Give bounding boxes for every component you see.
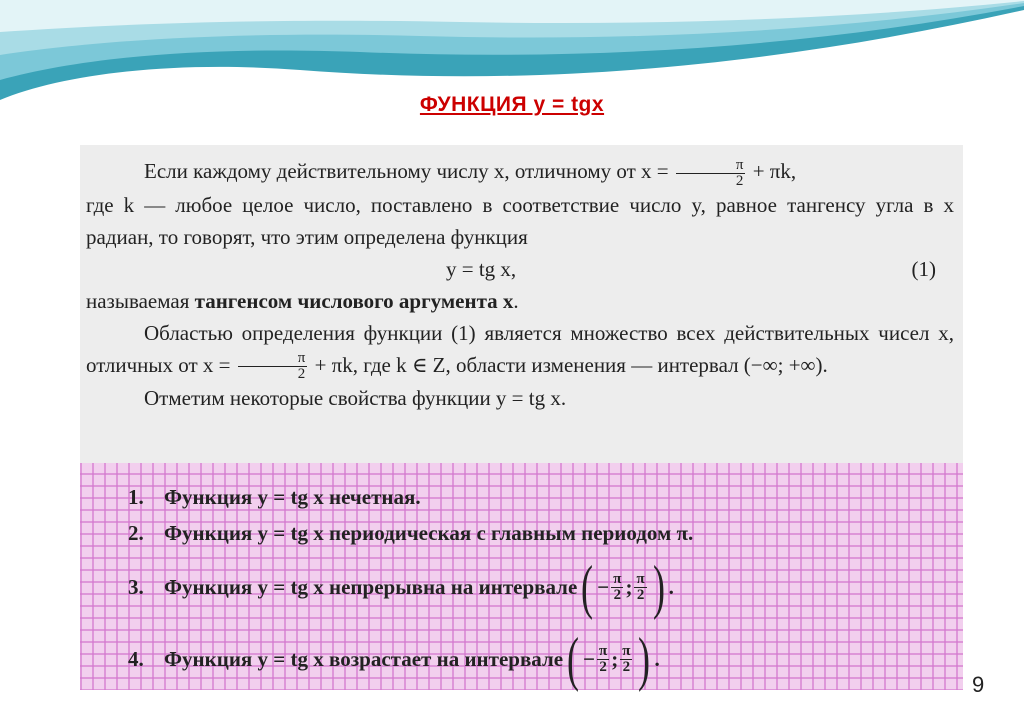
property-item xyxy=(128,551,948,623)
property-item xyxy=(128,623,948,695)
formula-number: (1) xyxy=(911,256,936,281)
property-item xyxy=(128,479,948,515)
property-text: Функция y = tg x возрастает на интервале xyxy=(164,646,564,671)
fraction-denominator: 2 xyxy=(636,586,645,603)
line-3-prefix: называемая xyxy=(86,288,195,313)
property-text: Функция y = tg x непрерывна на интервале xyxy=(164,574,578,599)
fraction-numerator: π xyxy=(636,570,645,587)
pi-over-2-fraction xyxy=(634,572,646,603)
fraction-denominator: 2 xyxy=(613,586,622,603)
property-number: 3. xyxy=(128,574,144,599)
textbook-excerpt xyxy=(80,145,963,690)
line-3-suffix: . xyxy=(513,288,519,313)
definition-line-3 xyxy=(86,285,954,317)
definition-line-2: где k — любое целое число, поставлено в соответствие число y, равное тангенсу угла в x радиан, то говорят, что этим определена функция xyxy=(86,192,954,249)
property-text: Функция y = tg x периодическая с главным периодом π. xyxy=(164,520,694,545)
fraction-denominator: 2 xyxy=(297,366,306,383)
fraction-denominator: 2 xyxy=(735,172,744,189)
domain-text-a: Областью определения функции (1) является множество всех действительных чисел x, отличных от x = xyxy=(86,320,954,377)
interval-separator: ; xyxy=(625,574,633,599)
interval-minus: − xyxy=(597,574,610,599)
formula-text: y = tg x, xyxy=(446,256,517,281)
pi-over-2-fraction xyxy=(597,644,609,675)
pi-over-2-fraction xyxy=(676,158,746,189)
close-paren: ) xyxy=(652,554,665,620)
fraction-numerator: π xyxy=(676,158,746,174)
open-paren: ( xyxy=(581,554,594,620)
property-number: 4. xyxy=(128,646,144,671)
slide-title: ФУНКЦИЯ y = tgx xyxy=(419,93,605,116)
property-text: Функция y = tg x нечетная. xyxy=(164,484,421,509)
properties-highlight-box xyxy=(80,463,963,690)
properties-list xyxy=(128,479,948,695)
fraction-denominator: 2 xyxy=(622,658,631,675)
property-item xyxy=(128,515,948,551)
interval-minus: − xyxy=(583,646,596,671)
fraction-numerator: π xyxy=(613,570,622,587)
interval-separator: ; xyxy=(611,646,619,671)
property-number: 1. xyxy=(128,484,144,509)
pi-over-2-fraction xyxy=(238,351,308,382)
tangent-formula xyxy=(86,253,954,285)
definition-text xyxy=(86,155,954,414)
definition-line-1 xyxy=(86,155,954,189)
fraction-numerator: π xyxy=(599,642,608,659)
property-number: 2. xyxy=(128,520,144,545)
domain-text-b: + πk, где k ∈ Z, области изменения — интервал (−∞; +∞). xyxy=(314,352,828,377)
interval-end: . xyxy=(654,646,660,671)
close-paren: ) xyxy=(638,626,651,692)
domain-paragraph xyxy=(86,317,954,383)
interval-end: . xyxy=(668,574,674,599)
properties-intro: Отметим некоторые свойства функции y = tg x. xyxy=(144,386,567,411)
pi-over-2-fraction xyxy=(611,572,623,603)
definition-line-1-text: Если каждому действительному числу x, отличному от x = xyxy=(144,159,669,183)
page-number: 9 xyxy=(972,672,985,697)
open-paren: ( xyxy=(567,626,580,692)
term-bold: тангенсом числового аргумента x xyxy=(194,288,514,313)
pi-over-2-fraction xyxy=(620,644,632,675)
definition-line-1-tail: + πk, xyxy=(752,159,797,183)
fraction-numerator: π xyxy=(238,351,308,367)
fraction-numerator: π xyxy=(622,642,631,659)
fraction-denominator: 2 xyxy=(599,658,607,675)
